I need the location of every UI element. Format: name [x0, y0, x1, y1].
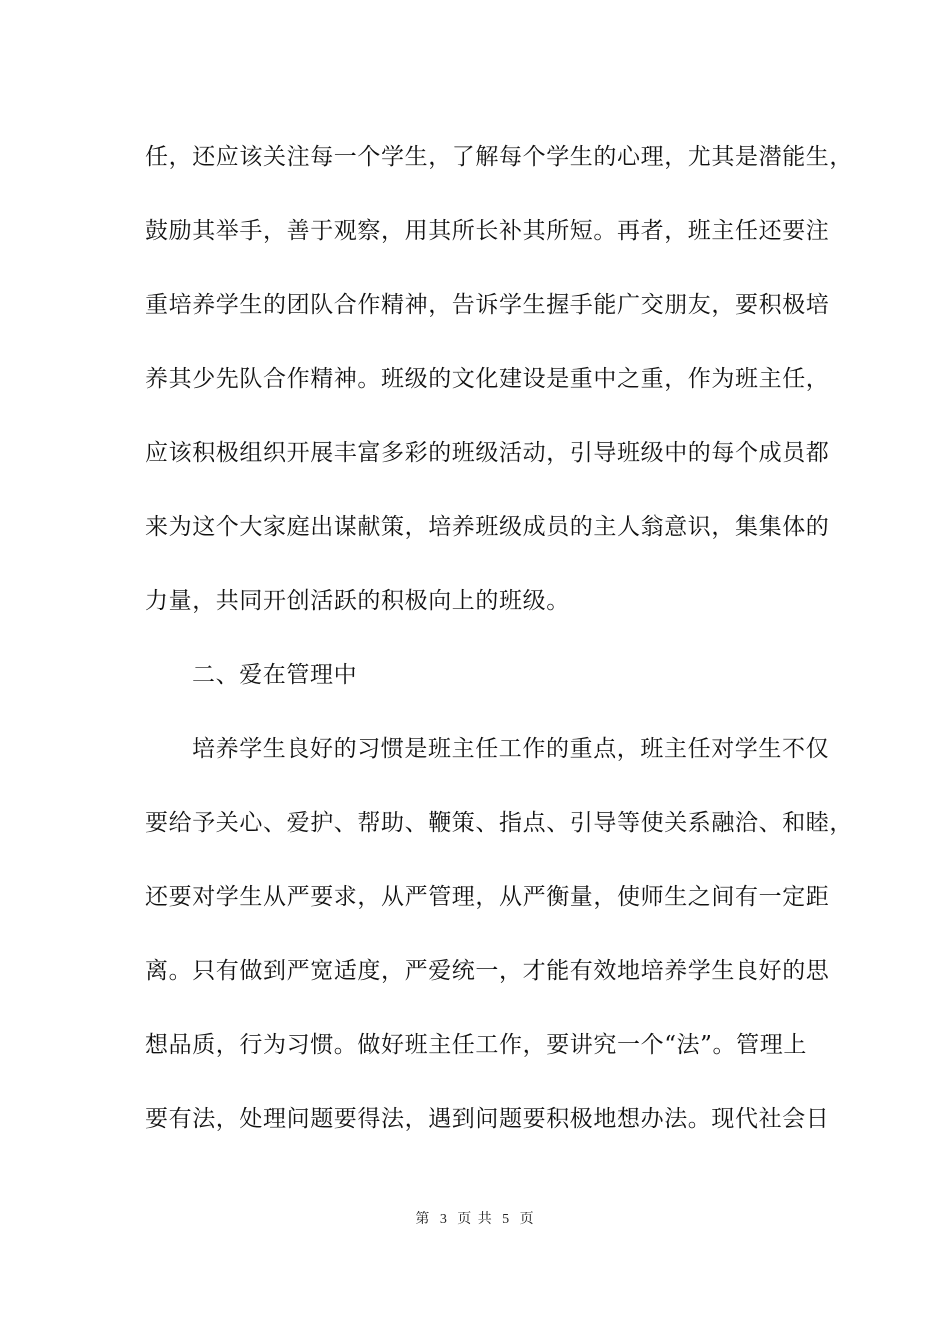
section-heading: 二、爱在管理中	[192, 662, 358, 688]
text-line: 来为这个大家庭出谋献策，培养班级成员的主人翁意识，集集体的	[145, 514, 830, 540]
text-line: 培养学生良好的习惯是班主任工作的重点，班主任对学生不仅	[192, 736, 830, 762]
text-line: 还要对学生从严要求，从严管理，从严衡量，使师生之间有一定距	[145, 884, 830, 910]
text-line: 鼓励其举手，善于观察，用其所长补其所短。再者，班主任还要注	[145, 218, 830, 244]
text-line: 重培养学生的团队合作精神，告诉学生握手能广交朋友，要积极培	[145, 292, 830, 318]
page-footer	[0, 1208, 950, 1228]
text-line: 想品质，行为习惯。做好班主任工作，要讲究一个“法”。管理上	[145, 1032, 807, 1058]
text-line: 要有法，处理问题要得法，遇到问题要积极地想办法。现代社会日	[145, 1106, 830, 1132]
text-line: 任，还应该关注每一个学生，了解每个学生的心理，尤其是潜能生，	[145, 144, 853, 170]
text-line: 养其少先队合作精神。班级的文化建设是重中之重，作为班主任，	[145, 366, 830, 392]
footer-prefix: 第	[415, 1211, 431, 1227]
footer-current-page: 3	[439, 1212, 448, 1227]
footer-mid: 页 共	[457, 1211, 493, 1227]
footer-suffix: 页	[519, 1211, 535, 1227]
text-line: 应该积极组织开展丰富多彩的班级活动，引导班级中的每个成员都	[145, 440, 830, 466]
footer-total-pages: 5	[502, 1212, 511, 1227]
text-line: 力量，共同开创活跃的积极向上的班级。	[145, 588, 570, 614]
body-text	[145, 128, 853, 1164]
text-line: 要给予关心、爱护、帮助、鞭策、指点、引导等使关系融洽、和睦，	[145, 810, 853, 836]
text-line: 离。只有做到严宽适度，严爱统一，才能有效地培养学生良好的思	[145, 958, 830, 984]
